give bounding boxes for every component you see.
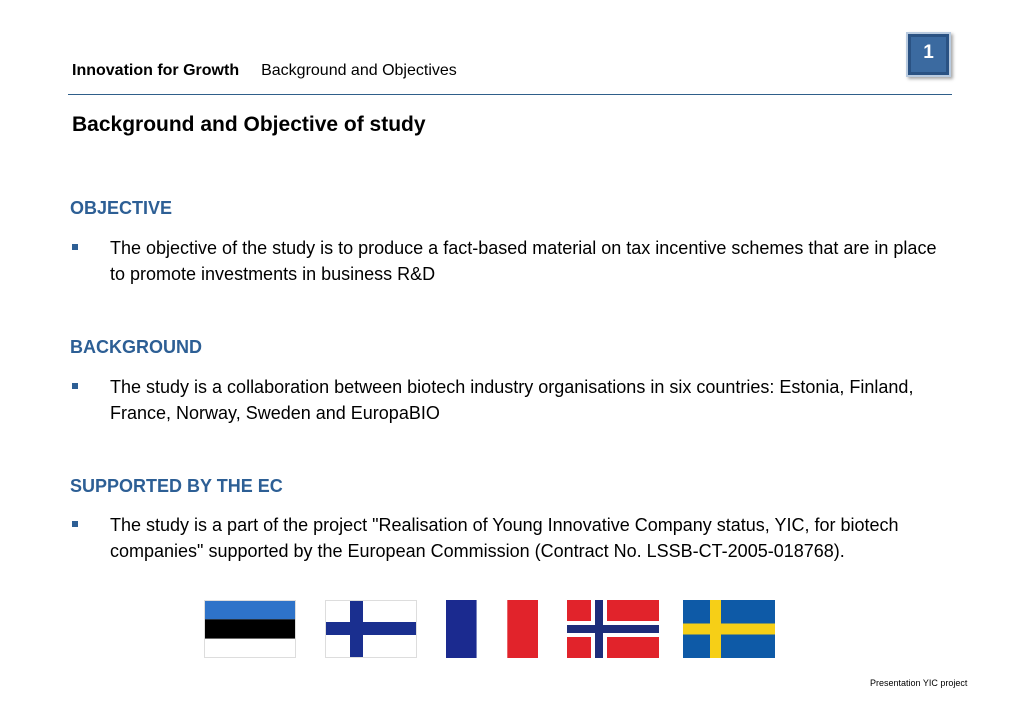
objective-text: The objective of the study is to produce a fact-based material on tax incentive schemes that are in place to promote investments in business R&D bbox=[110, 238, 937, 284]
bullet-square-icon bbox=[72, 244, 78, 250]
brand-title: Innovation for Growth bbox=[72, 62, 240, 79]
section-title: Background and Objectives bbox=[261, 62, 457, 79]
supported-bullet bbox=[72, 512, 952, 564]
objective-heading: OBJECTIVE bbox=[70, 198, 173, 218]
background-heading: BACKGROUND bbox=[70, 337, 202, 357]
sweden-flag-icon bbox=[683, 600, 775, 658]
bullet-square-icon bbox=[72, 521, 78, 527]
estonia-flag-icon bbox=[204, 600, 296, 658]
header-divider bbox=[68, 94, 952, 95]
page-number-badge: 1 bbox=[906, 32, 951, 77]
header bbox=[72, 62, 457, 80]
page-title: Background and Objective of study bbox=[72, 113, 426, 136]
background-bullet bbox=[72, 374, 952, 426]
supported-text: The study is a part of the project "Realisation of Young Innovative Company status, YIC, for biotech companies" supported by the European Commission (Contract No. LSSB-CT-2005-018768). bbox=[110, 515, 899, 561]
finland-flag-icon bbox=[325, 600, 417, 658]
footer-label: Presentation YIC project bbox=[870, 678, 968, 688]
supported-heading: SUPPORTED BY THE EC bbox=[70, 476, 283, 496]
france-flag-icon bbox=[446, 600, 538, 658]
norway-flag-icon bbox=[567, 600, 659, 658]
background-text: The study is a collaboration between biotech industry organisations in six countries: Estonia, Finland, France, Norway, Sweden and EuropaBIO bbox=[110, 377, 914, 423]
bullet-square-icon bbox=[72, 383, 78, 389]
objective-bullet bbox=[72, 235, 952, 287]
